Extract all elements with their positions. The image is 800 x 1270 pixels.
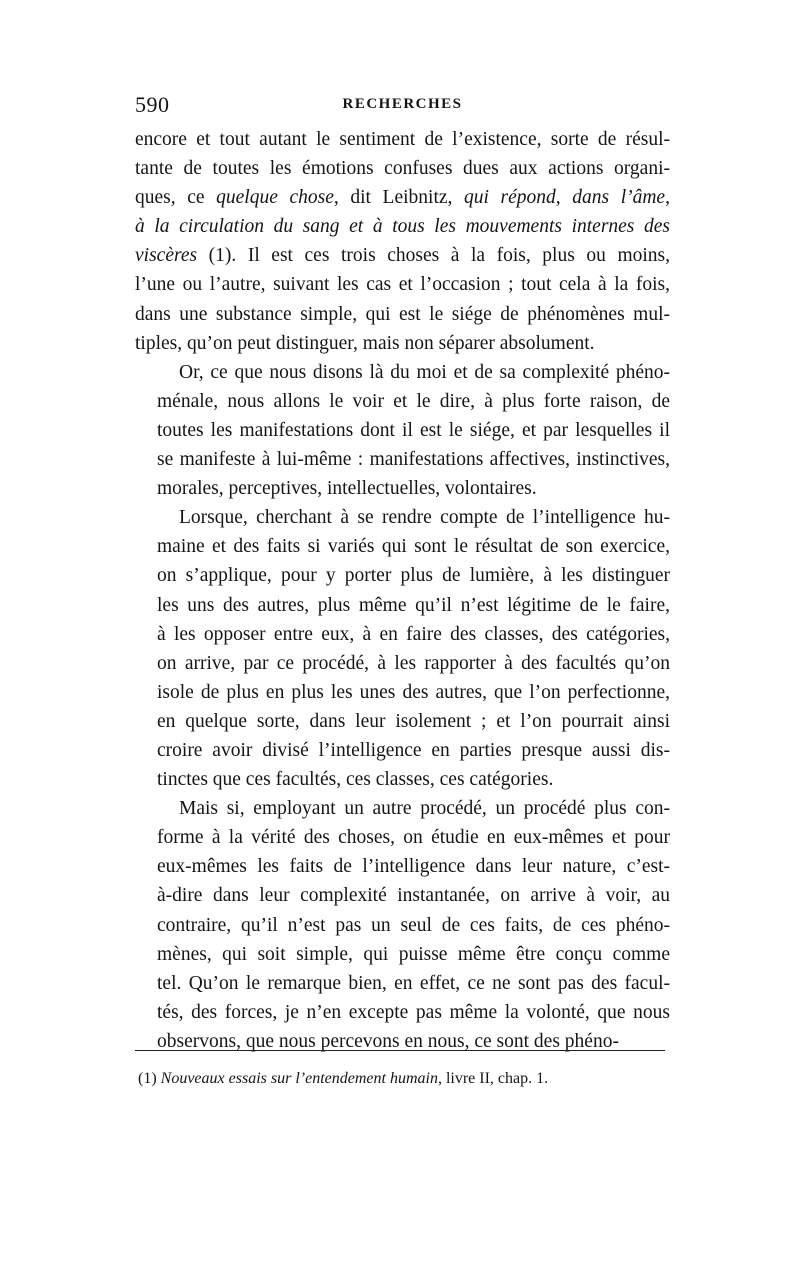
paragraph <box>135 125 670 358</box>
footnote-separator <box>135 1050 665 1051</box>
text-line: Or, ce que nous disons là du moi et de sa complexité phéno- <box>179 361 670 383</box>
italic-phrase: à la circulation du sang et à tous les mouvements internes des <box>135 216 670 238</box>
text-line: à les opposer entre eux, à en faire des classes, des catégories, <box>157 623 670 645</box>
text-line: à-dire dans leur complexité instantanée, on arrive à voir, au <box>157 885 670 907</box>
text-line: toutes les manifestations dont il est le siége, et par lesquelles il <box>157 419 670 441</box>
paragraph <box>135 503 670 794</box>
italic-phrase: qui répond <box>464 187 556 209</box>
text-line: ques, ce quelque chose, dit Leibnitz, qui répond, dans l’âme, <box>135 187 670 209</box>
page-header <box>135 92 670 120</box>
text-line: dans une substance simple, qui est le siége de phénomènes mul- <box>135 303 670 325</box>
italic-phrase: quelque chose <box>216 187 334 209</box>
text-line: ménale, nous allons le voir et le dire, à plus forte raison, de <box>157 390 670 412</box>
body-text <box>135 125 670 1056</box>
text-line: contraire, qu’il n’est pas un seul de ces faits, de ces phéno- <box>157 914 670 936</box>
text-line: encore et tout autant le sentiment de l’existence, sorte de résul- <box>135 129 670 150</box>
footnote-marker: (1) <box>138 1070 157 1087</box>
text-line: tel. Qu’on le remarque bien, en effet, ce ne sont pas des facul- <box>157 972 670 994</box>
text-line: eux-mêmes les faits de l’intelligence dans leur nature, c’est- <box>157 856 670 878</box>
text-line: tiples, qu’on peut distinguer, mais non séparer absolument. <box>135 332 595 354</box>
italic-phrase: dans l’âme <box>572 187 666 209</box>
text-line: on s’applique, pour y porter plus de lumière, à les distinguer <box>157 565 670 587</box>
text-line: forme à la vérité des choses, on étudie en eux-mêmes et pour <box>157 827 670 849</box>
footnote-reference: , livre II, chap. 1. <box>437 1070 549 1087</box>
italic-phrase: viscères <box>135 245 198 267</box>
text-line: mènes, qui soit simple, qui puisse même être conçu comme <box>157 943 670 965</box>
paragraph <box>135 794 670 1056</box>
text-line: Lorsque, cherchant à se rendre compte de l’intelligence hu- <box>179 507 670 529</box>
text-line: tés, des forces, je n’en excepte pas même la volonté, que nous <box>157 1001 670 1023</box>
footnote-work-title: Nouveaux essais sur l’entendement humain <box>160 1070 438 1087</box>
text-line: en quelque sorte, dans leur isolement ; et l’on pourrait ainsi <box>157 710 670 732</box>
text-line: Mais si, employant un autre procédé, un procédé plus con- <box>179 798 670 820</box>
text-line: se manifeste à lui-même : manifestations affectives, instinctives, <box>157 449 670 471</box>
text-line: les uns des autres, plus même qu’il n’est légitime de le faire, <box>157 594 670 616</box>
text-line <box>135 212 670 241</box>
text-line: tinctes que ces facultés, ces classes, ces catégories. <box>157 769 554 791</box>
paragraph <box>135 358 670 503</box>
text-line: tante de toutes les émotions confuses dues aux actions organi- <box>135 158 670 180</box>
text-line: viscères (1). Il est ces trois choses à la fois, plus ou moins, <box>135 245 670 267</box>
text-line: on arrive, par ce procédé, à les rapporter à des facultés qu’on <box>157 652 670 674</box>
text-line: croire avoir divisé l’intelligence en parties presque aussi dis- <box>157 739 670 761</box>
footnote <box>138 1068 668 1090</box>
text-line: morales, perceptives, intellectuelles, volontaires. <box>157 478 537 500</box>
text-line: maine et des faits si variés qui sont le résultat de son exercice, <box>157 536 670 558</box>
page-number: 590 <box>135 92 170 117</box>
text-line: observons, que nous percevons en nous, ce sont des phéno- <box>157 1030 619 1052</box>
text-line: l’une ou l’autre, suivant les cas et l’occasion ; tout cela à la fois, <box>135 274 670 296</box>
running-title: RECHERCHES <box>342 96 463 112</box>
text-line: isole de plus en plus les unes des autres, que l’on perfectionne, <box>157 681 670 703</box>
